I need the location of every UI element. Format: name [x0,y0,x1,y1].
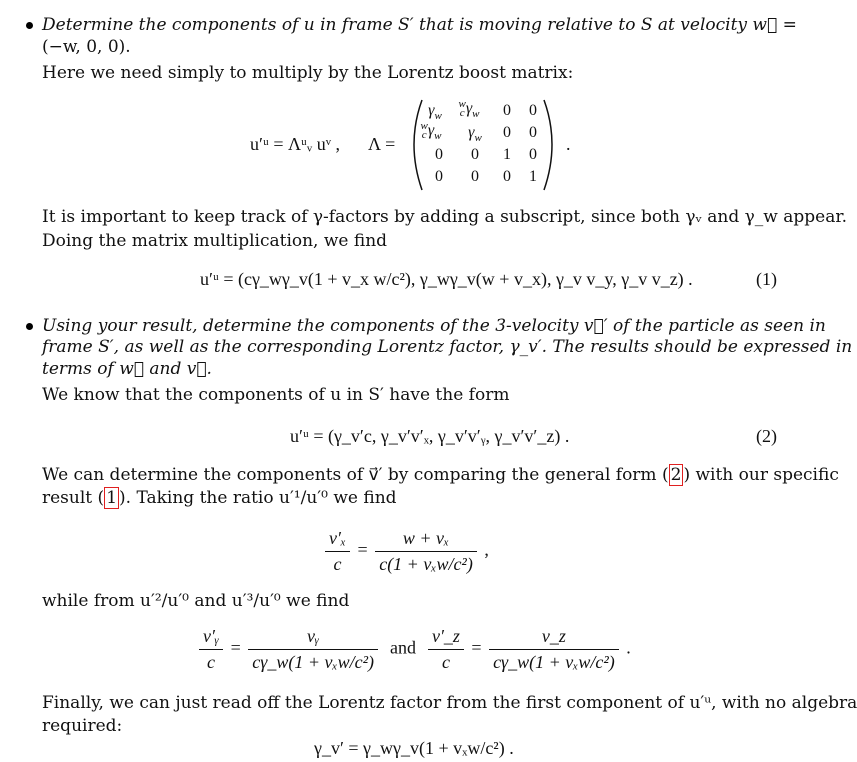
matrix-period: . [566,134,571,154]
question-2-line-c: terms of w⃗ and v⃗. [42,359,212,379]
and-text: and [389,637,416,658]
vy-rhs-fraction: $\frac{\text{vᵧ}}{\text{cγ\_w(1 + vₓw/c²)}}$ [248,626,378,673]
final-line-a: Finally, we can just read off the Lorentz factor from the first component of u′ᵘ, with no algebra [42,693,857,713]
matrix-cell: w $c\gamma_w$ [420,120,442,143]
bullet-1 [26,22,33,29]
equation-1: u′ᵘ = (cγ_wγ_v(1 + v_x w/c²), γ_wγ_v(w + v_x), γ_v v_y, γ_v v_z) . [200,269,693,289]
matrix-cell: 0 [435,168,443,185]
vz-rhs-fraction: $\frac{v\_z}{\text{cγ\_w(1 + vₓw/c²)}}$ [489,626,619,673]
matrix-cell: 0 [529,124,537,141]
matrix-cell: 0 [503,124,511,141]
lambda-symbol: Λ = [368,134,396,154]
matrix-cell: 0 [471,146,479,163]
matrix-cell: $\gamma_w$ [468,124,482,145]
matrix-cell: 0 [471,168,479,185]
matrix-cell: w $c\gamma_w$ [458,98,480,121]
paragraph-1-line-a: It is important to keep track of γ-factors by adding a subscript, since both γᵥ and γ_w appear. [42,207,847,227]
matrix-cell: 0 [503,168,511,185]
intro-text: Here we need simply to multiply by the Lorentz boost matrix: [42,63,574,83]
while-text: while from u′²/u′⁰ and u′³/u′⁰ we find [42,591,350,611]
equation-2: u′ᵘ = (γ_v′c, γ_v′v′ₓ, γ_v′v′ᵧ, γ_v′v′_z) . [290,426,570,446]
lorentz-matrix [420,100,550,190]
paragraph-2-line-a: We can determine the components of v⃗′ by comparing the general form ( 2 ) with our specific [42,465,839,485]
vx-rhs-fraction: $\frac{\text{w + vₓ}}{\text{c(1 + vₓw/c²)}}$ [375,528,477,575]
matrix-cell: $\gamma_w$ [428,102,442,123]
vx-equation: $\frac{\text{v′ₓ}}{c}$ = $\frac{\text{w + vₓ}}{\text{c(1 + vₓw/c²)}}$ , [322,528,489,575]
paragraph-1-line-b: Doing the matrix multiplication, we find [42,231,388,251]
vy-lhs-fraction: $\frac{\text{v′ᵧ}}{c}$ [199,626,223,673]
matrix-cell: 0 [529,146,537,163]
matrix-cell: 1 [529,168,537,185]
question-2-line-a: Using your result, determine the components of the 3-velocity v⃗′ of the particle as seen in [42,316,826,336]
matrix-cell: 0 [435,146,443,163]
vz-lhs-fraction: $\frac{v'\_z}{c}$ [428,626,464,673]
question-2-line-b: frame S′, as well as the corresponding Lorentz factor, γ_v′. The results should be expressed in [42,337,853,357]
final-line-b: required: [42,716,123,736]
equation-ref-1[interactable]: 1 [106,488,118,508]
equation-2-number: (2) [756,426,777,446]
matrix-cell: 0 [529,102,537,119]
boost-equation-lhs: u′ᵘ = Λᵘᵥ uᵛ , [250,134,341,154]
equation-ref-2[interactable]: 2 [670,465,682,485]
vx-lhs-fraction: $\frac{\text{v′ₓ}}{c}$ [325,528,350,575]
vy-vz-equation: $\frac{\text{v′ᵧ}}{c}$ = $\frac{\text{vᵧ}}{\text{cγ\_w(1 + vₓw/c²)}}$ and $\frac{v'\_z}{c}$ = $\frac{v\_z}{\text{cγ\_w(1 + vₓw/c²)}}$ . [196,626,631,673]
equation-1-number: (1) [756,269,777,289]
question-1-line-b: (−w, 0, 0). [42,37,131,57]
bullet-2 [26,323,33,330]
final-equation: γ_v′ = γ_wγ_v(1 + vₓw/c²) . [314,738,514,758]
question-1-line-a: Determine the components of u in frame S′ that is moving relative to S at velocity w⃗ = [42,15,797,35]
paragraph-2-line-b: result ( 1 ). Taking the ratio u′¹/u′⁰ we find [42,488,397,508]
matrix-cell: 1 [503,146,511,163]
know-text: We know that the components of u in S′ have the form [42,385,510,405]
matrix-cell: 0 [503,102,511,119]
